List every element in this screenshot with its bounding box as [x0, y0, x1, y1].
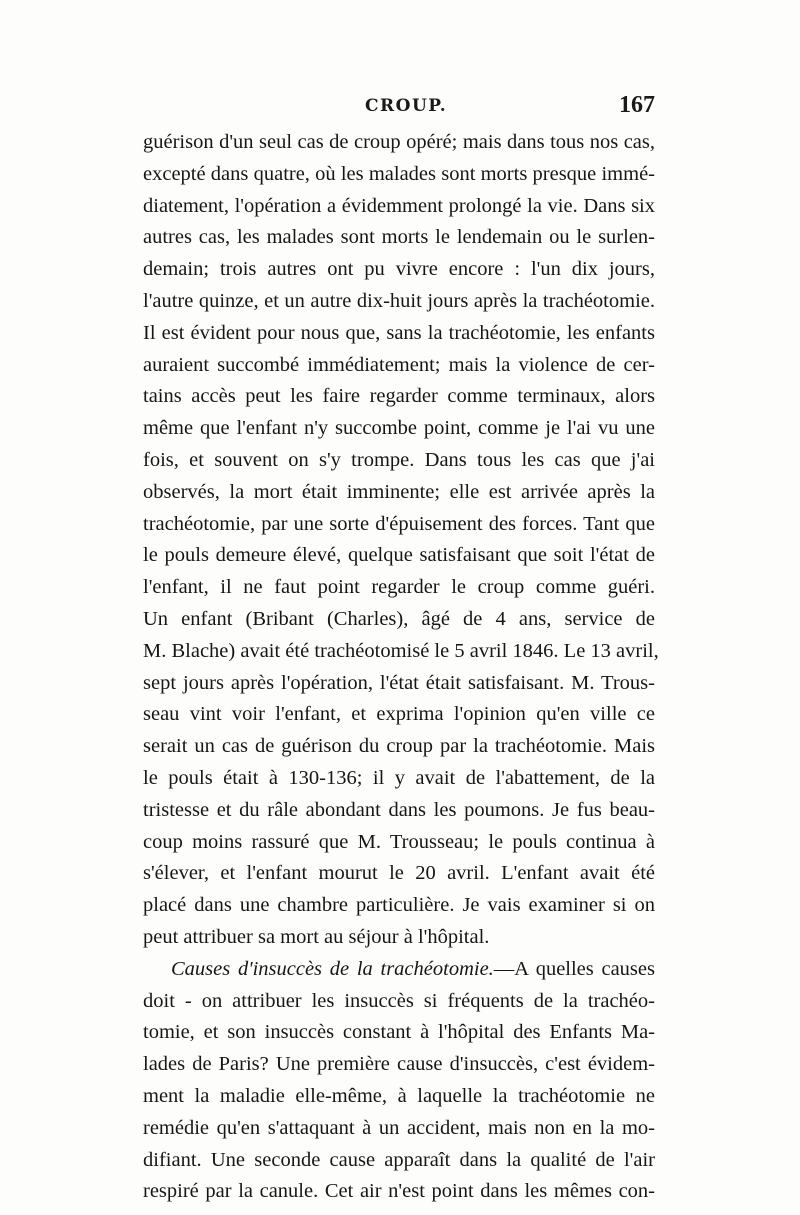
text-line: auraient succombé immédiatement; mais la violence de cer- — [143, 353, 655, 376]
text-line: guérison d'un seul cas de croup opéré; mais dans tous nos cas, — [143, 131, 655, 153]
text-line: l'enfant, il ne faut point regarder le croup comme guéri. — [143, 576, 655, 599]
text-line: Il est évident pour nous que, sans la trachéotomie, les enfants — [143, 321, 655, 344]
section-first-line — [143, 954, 655, 986]
body-text — [143, 127, 659, 1208]
text-line: doit - on attribuer les insuccès si fréquents de la trachéo- — [143, 989, 655, 1012]
text-line: tomie, et son insuccès constant à l'hôpital des Enfants Ma- — [143, 1021, 655, 1044]
text-line: autres cas, les malades sont morts le lendemain ou le surlen- — [143, 226, 655, 249]
text-line: le pouls était à 130-136; il y avait de l'abattement, de la — [143, 766, 655, 789]
text-line: placé dans une chambre particulière. Je vais examiner si on — [143, 894, 655, 917]
text-line: tristesse et du râle abondant dans les poumons. Je fus beau- — [143, 798, 655, 821]
text-line: demain; trois autres ont pu vivre encore : l'un dix jours, — [143, 258, 655, 281]
text-line: l'autre quinze, et un autre dix-huit jours après la trachéotomie. — [143, 289, 655, 312]
text-line: ment la maladie elle-même, à laquelle la trachéotomie ne — [143, 1084, 655, 1107]
running-head — [143, 92, 655, 126]
text-line: respiré par la canule. Cet air n'est point dans les mêmes con- — [143, 1180, 655, 1203]
text-line: serait un cas de guérison du croup par la trachéotomie. Mais — [143, 735, 655, 758]
text-line: Un enfant (Bribant (Charles), âgé de 4 ans, service de — [143, 607, 655, 630]
text-line: coup moins rassuré que M. Trousseau; le pouls continua à — [143, 830, 655, 853]
text-line: lades de Paris? Une première cause d'insuccès, c'est évidem- — [143, 1053, 655, 1076]
section-heading: Causes d'insuccès de la trachéotomie. — [171, 957, 494, 980]
page-number: 167 — [619, 92, 655, 118]
text-line: remédie qu'en s'attaquant à un accident, mais non en la mo- — [143, 1116, 655, 1139]
section-first-line-rest: —A quelles causes — [493, 957, 655, 980]
text-line: fois, et souvent on s'y trompe. Dans tous les cas que j'ai — [143, 448, 655, 471]
text-line: sept jours après l'opération, l'état était satisfaisant. M. Trous- — [143, 671, 655, 694]
text-line: excepté dans quatre, où les malades sont morts presque immé- — [143, 162, 655, 185]
text-line: s'élever, et l'enfant mourut le 20 avril. L'enfant avait été — [143, 862, 655, 885]
text-line: peut attribuer sa mort au séjour à l'hôpital. — [143, 925, 490, 948]
text-line: M. Blache) avait été trachéotomisé le 5 avril 1846. Le 13 avril, — [143, 639, 659, 662]
text-line: observés, la mort était imminente; elle est arrivée après la — [143, 480, 655, 503]
text-line: diatement, l'opération a évidemment prolongé la vie. Dans six — [143, 194, 655, 217]
text-line: même que l'enfant n'y succombe point, comme je l'ai vu une — [143, 417, 655, 440]
text-line: difiant. Une seconde cause apparaît dans la qualité de l'air — [143, 1148, 655, 1171]
text-line: le pouls demeure élevé, quelque satisfaisant que soit l'état de — [143, 544, 655, 567]
text-line: trachéotomie, par une sorte d'épuisement des forces. Tant que — [143, 512, 655, 535]
text-line: tains accès peut les faire regarder comme terminaux, alors — [143, 385, 655, 408]
running-title: CROUP. — [365, 96, 448, 116]
text-line: seau vint voir l'enfant, et exprima l'opinion qu'en ville ce — [143, 703, 655, 726]
